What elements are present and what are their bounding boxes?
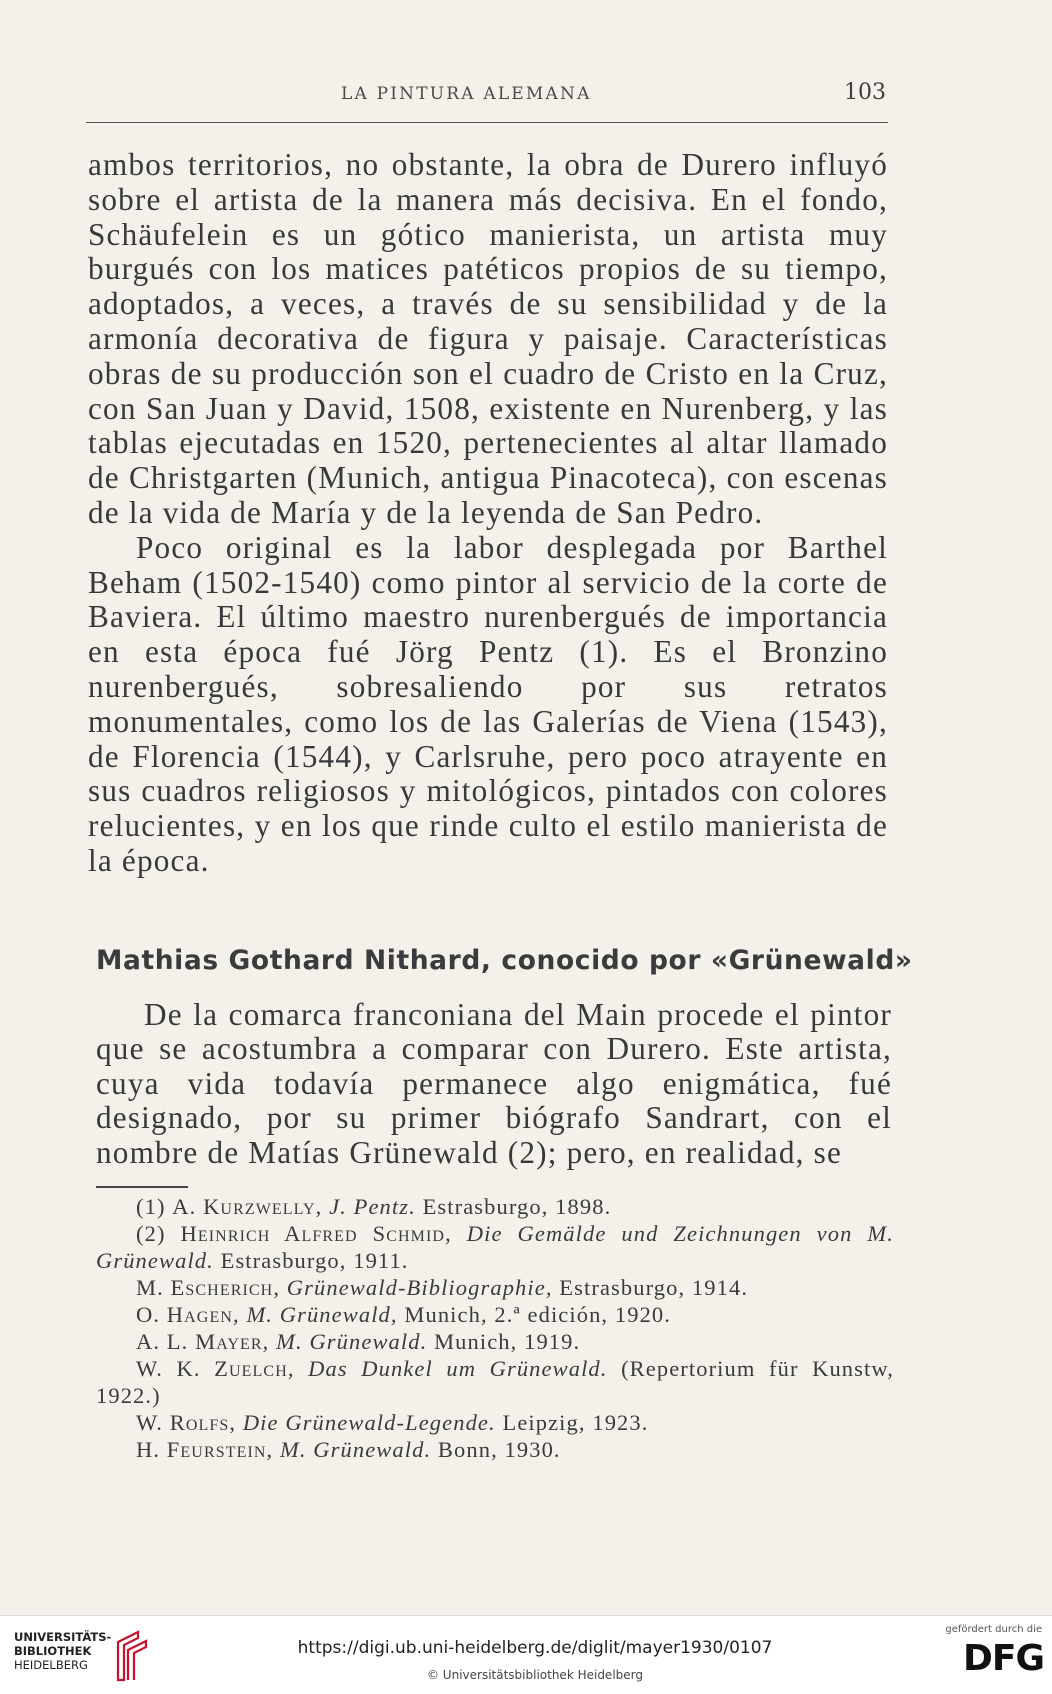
footnote-rest: Bonn, 1930.: [437, 1437, 561, 1462]
footnote-author: O. Hagen,: [136, 1302, 240, 1327]
header-rule: [86, 122, 888, 123]
footnote-number: (2): [136, 1221, 166, 1246]
footnote-5: [96, 1328, 894, 1355]
paragraph-2: Poco original es la labor desplegada por Barthel Beham (1502-1540) como pintor al servicio de la corte de Baviera. El último maestro nurenbergués de importancia en esta época fué Jörg Pentz (1). Es el Bronzino nurenbergués, sobresaliendo por sus retratos monumentales, como los de las Galerías de Viena (1543), de Florencia (1544), y Carlsruhe, pero poco atrayente en sus cuadros religiosos y mitológicos, pintados con colores relucientes, y en los que rinde culto el estilo manierista de la época.: [88, 529, 888, 878]
running-title: LA PINTURA ALEMANA: [341, 84, 592, 104]
paragraph-1: ambos territorios, no obstante, la obra de Durero influyó sobre el artista de la manera más decisiva. En el fondo, Schäufelein es un gótico manierista, un artista muy burgués con los matices patéticos propios de su tiempo, adoptados, a veces, a través de su sensibilidad y de la armonía decorativa de figura y paisaje. Características obras de su producción son el cuadro de Cristo en la Cruz, con San Juan y David, 1508, existente en Nurenberg, y las tablas ejecutadas en 1520, pertenecientes al altar llamado de Christgarten (Munich, antigua Pinacoteca), con escenas de la vida de María y de la leyenda de San Pedro.: [88, 147, 888, 530]
dfg-logo: DFG: [962, 1638, 1044, 1679]
paragraph-3: De la comarca franconiana del Main procede el pintor que se acostumbra a comparar con Durero. Este artista, cuya vida todavía permanece algo enigmática, fué designado, por su primer biógrafo Sandrart, con el nombre de Matías Grünewald (2); pero, en realidad, se: [96, 997, 892, 1170]
footnote-title: M. Grünewald.: [280, 1437, 432, 1462]
footnote-rest: Estrasburgo, 1914.: [559, 1275, 749, 1300]
footnote-3: [96, 1274, 894, 1301]
footnote-8: [96, 1436, 894, 1463]
library-line-1: UNIVERSITÄTS-: [14, 1630, 112, 1644]
library-line-3: HEIDELBERG: [14, 1658, 88, 1672]
page-number: 103: [844, 80, 886, 105]
footnote-author: A. L. Mayer,: [136, 1329, 270, 1354]
footnote-title: J. Pentz.: [329, 1194, 416, 1219]
section-text: [96, 998, 892, 1170]
footnote-author: Heinrich Alfred Schmid,: [180, 1221, 452, 1246]
page-header: [86, 80, 886, 120]
library-line-2: BIBLIOTHEK: [14, 1644, 92, 1658]
funder-block[interactable]: [934, 1624, 1044, 1686]
footnote-author: W. K. Zuelch,: [136, 1356, 295, 1381]
footnote-title: Die Grünewald-Legende.: [242, 1410, 496, 1435]
footnote-rest: Munich, 1919.: [434, 1329, 581, 1354]
footnote-title: M. Grünewald,: [246, 1302, 398, 1327]
footnote-rest: Munich, 2.ª edición, 1920.: [404, 1302, 672, 1327]
permalink-url[interactable]: https://digi.ub.uni-heidelberg.de/diglit/mayer1930/0107: [297, 1638, 773, 1658]
footnote-6: [96, 1355, 894, 1409]
footnote-rest: (Repertorium für Kunstw, 1922.): [96, 1356, 894, 1408]
footnote-rest: Leipzig, 1923.: [502, 1410, 649, 1435]
footnote-title: Das Dunkel um Grünewald.: [308, 1356, 608, 1381]
footnote-number: (1): [136, 1194, 166, 1219]
footnote-author: M. Escherich,: [136, 1275, 281, 1300]
footnote-1: [96, 1193, 894, 1220]
footnote-title: Die Gemälde und Zeichnungen von M. Grünewald.: [96, 1221, 894, 1273]
footnote-7: [96, 1409, 894, 1436]
footnotes: [96, 1193, 894, 1463]
funding-label: gefördert durch die: [945, 1624, 1042, 1635]
footnote-2: [96, 1220, 894, 1274]
footnote-author: A. Kurzwelly,: [172, 1194, 323, 1219]
footnote-title: M. Grünewald.: [276, 1329, 428, 1354]
footnote-4: [96, 1301, 894, 1328]
copyright-notice: © Universitätsbibliothek Heidelberg: [426, 1668, 643, 1682]
footnote-author: H. Feurstein,: [136, 1437, 274, 1462]
footnote-rule: [96, 1186, 188, 1188]
footnote-author: W. Rolfs,: [136, 1410, 237, 1435]
section-heading: Mathias Gothard Nithard, conocido por «Grünewald»: [96, 945, 913, 976]
university-library-logo[interactable]: [14, 1628, 149, 1684]
footnote-rest: Estrasburgo, 1898.: [422, 1194, 612, 1219]
library-mark-icon: [108, 1628, 150, 1682]
viewer-footer: [0, 1615, 1052, 1694]
library-name: [14, 1630, 111, 1672]
footnote-rest: Estrasburgo, 1911.: [220, 1248, 409, 1273]
main-text: [88, 148, 888, 879]
footnote-title: Grünewald-Bibliographie,: [286, 1275, 553, 1300]
